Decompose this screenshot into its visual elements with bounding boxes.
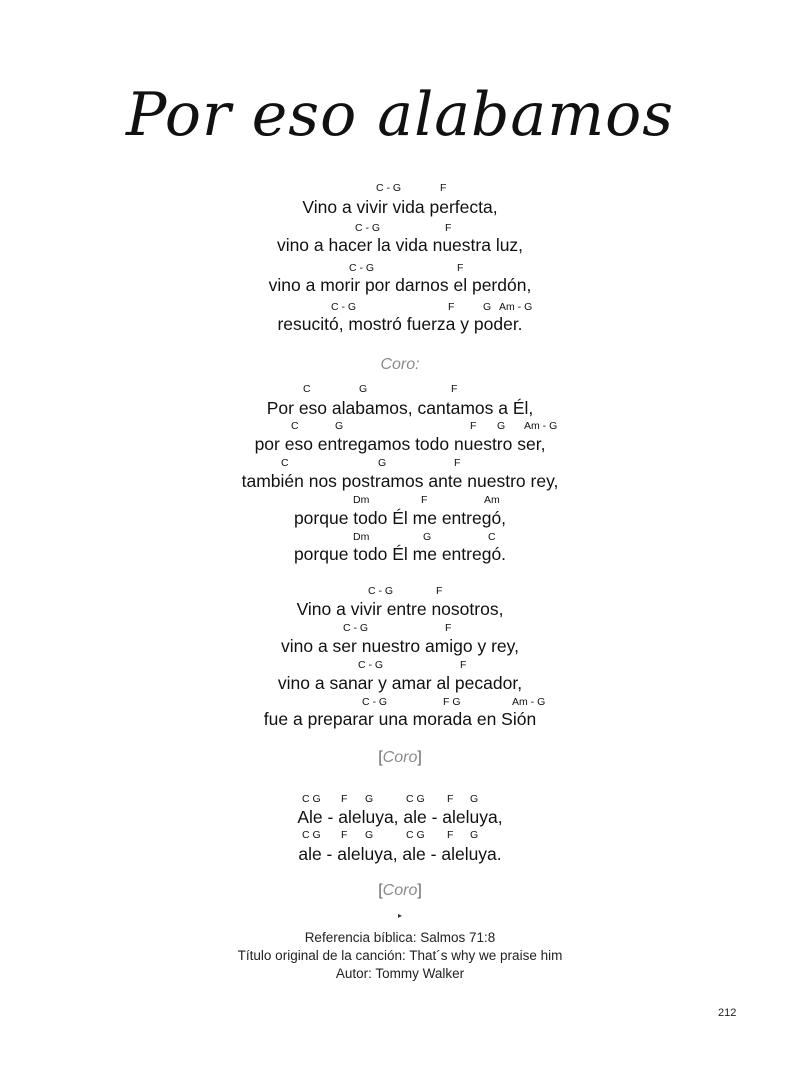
chord: C - G <box>376 182 402 194</box>
chord: F <box>341 829 348 841</box>
chord: Dm <box>353 494 370 506</box>
chord: F <box>448 301 455 313</box>
chord: F <box>451 383 458 395</box>
lyric-line: también nos postramos ante nuestro rey, <box>241 471 559 491</box>
lyric-line: Vino a vivir entre nosotros, <box>296 599 504 619</box>
bullet-icon: ▸ <box>397 911 402 920</box>
lyric-line: vino a hacer la vida nuestra luz, <box>276 235 524 255</box>
chord: F <box>341 793 348 805</box>
chord: C - G <box>362 696 388 708</box>
chord: F <box>470 420 477 432</box>
chord: G <box>497 420 506 432</box>
chord-line <box>0 494 800 508</box>
lyric-line: vino a ser nuestro amigo y rey, <box>281 636 519 656</box>
chord: C <box>291 420 299 432</box>
chord-line <box>0 420 800 434</box>
lyric-line: ale - aleluya, ale - aleluya. <box>298 844 502 864</box>
chorus-reference <box>0 747 800 769</box>
lyric-line: fue a preparar una morada en Sión <box>263 709 537 729</box>
lyric-line: porque todo Él me entregó. <box>293 544 507 564</box>
chorus-reference-text: Coro <box>382 882 418 899</box>
chord: C G <box>406 793 425 805</box>
chord-line <box>0 457 800 471</box>
chord: Am - G <box>499 301 533 313</box>
chord: Am <box>484 494 500 506</box>
chord: G <box>365 793 374 805</box>
chord: C <box>281 457 289 469</box>
chord-line <box>0 793 800 807</box>
chord: F <box>445 222 452 234</box>
chord: C <box>303 383 311 395</box>
chord: C - G <box>358 659 384 671</box>
chord: F G <box>443 696 461 708</box>
chord: G <box>470 829 479 841</box>
song-title: Por eso alabamos <box>125 80 675 150</box>
chord: F <box>460 659 467 671</box>
chord: F <box>436 585 443 597</box>
chord: Am - G <box>524 420 558 432</box>
lyric-line: Ale - aleluya, ale - aleluya, <box>297 807 503 827</box>
chord: C - G <box>355 222 381 234</box>
lyric-line: Por eso alabamos, cantamos a Él, <box>266 398 534 418</box>
lyric-line: porque todo Él me entregó, <box>293 508 507 528</box>
chorus-reference-text: Coro <box>382 749 418 766</box>
chord: F <box>440 182 447 194</box>
chord: C <box>488 531 496 543</box>
lyric-line: vino a morir por darnos el perdón, <box>268 275 532 295</box>
lyric-line: Vino a vivir vida perfecta, <box>302 197 498 217</box>
bible-reference: Referencia bíblica: Salmos 71:8 <box>304 930 496 945</box>
chord: C - G <box>343 622 369 634</box>
bracket: [ <box>378 882 383 899</box>
chord: G <box>423 531 432 543</box>
author: Autor: Tommy Walker <box>335 966 465 981</box>
page-number: 212 <box>718 1007 737 1019</box>
lyric-line: resucitó, mostró fuerza y poder. <box>277 314 523 334</box>
chorus-label: Coro: <box>380 356 420 373</box>
chord: Am - G <box>512 696 546 708</box>
chord: C - G <box>331 301 357 313</box>
chord: Dm <box>353 531 370 543</box>
chord: G <box>470 793 479 805</box>
chord-line <box>0 659 800 673</box>
bracket: [ <box>378 749 383 766</box>
chord: C - G <box>368 585 394 597</box>
chord: F <box>421 494 428 506</box>
chord: G <box>365 829 374 841</box>
chord: C - G <box>349 262 375 274</box>
chord: G <box>359 383 368 395</box>
chord: C G <box>406 829 425 841</box>
bracket: ] <box>417 749 422 766</box>
chord: F <box>445 622 452 634</box>
original-title: Título original de la canción: That´s why we praise him <box>237 948 563 963</box>
chord-line <box>0 182 800 196</box>
chord: C G <box>302 829 321 841</box>
chord: G <box>378 457 387 469</box>
chord: F <box>457 262 464 274</box>
lyric-line: vino a sanar y amar al pecador, <box>277 673 523 693</box>
chorus-reference <box>0 880 800 902</box>
lyric-line: por eso entregamos todo nuestro ser, <box>254 434 546 454</box>
bracket: ] <box>417 882 422 899</box>
chord: G <box>483 301 492 313</box>
chord-line <box>0 585 800 599</box>
chord-line <box>0 829 800 843</box>
chord: F <box>447 829 454 841</box>
chord: F <box>454 457 461 469</box>
chord: F <box>447 793 454 805</box>
chord: C G <box>302 793 321 805</box>
chord-line <box>0 622 800 636</box>
chord-line <box>0 383 800 397</box>
chord: G <box>335 420 344 432</box>
